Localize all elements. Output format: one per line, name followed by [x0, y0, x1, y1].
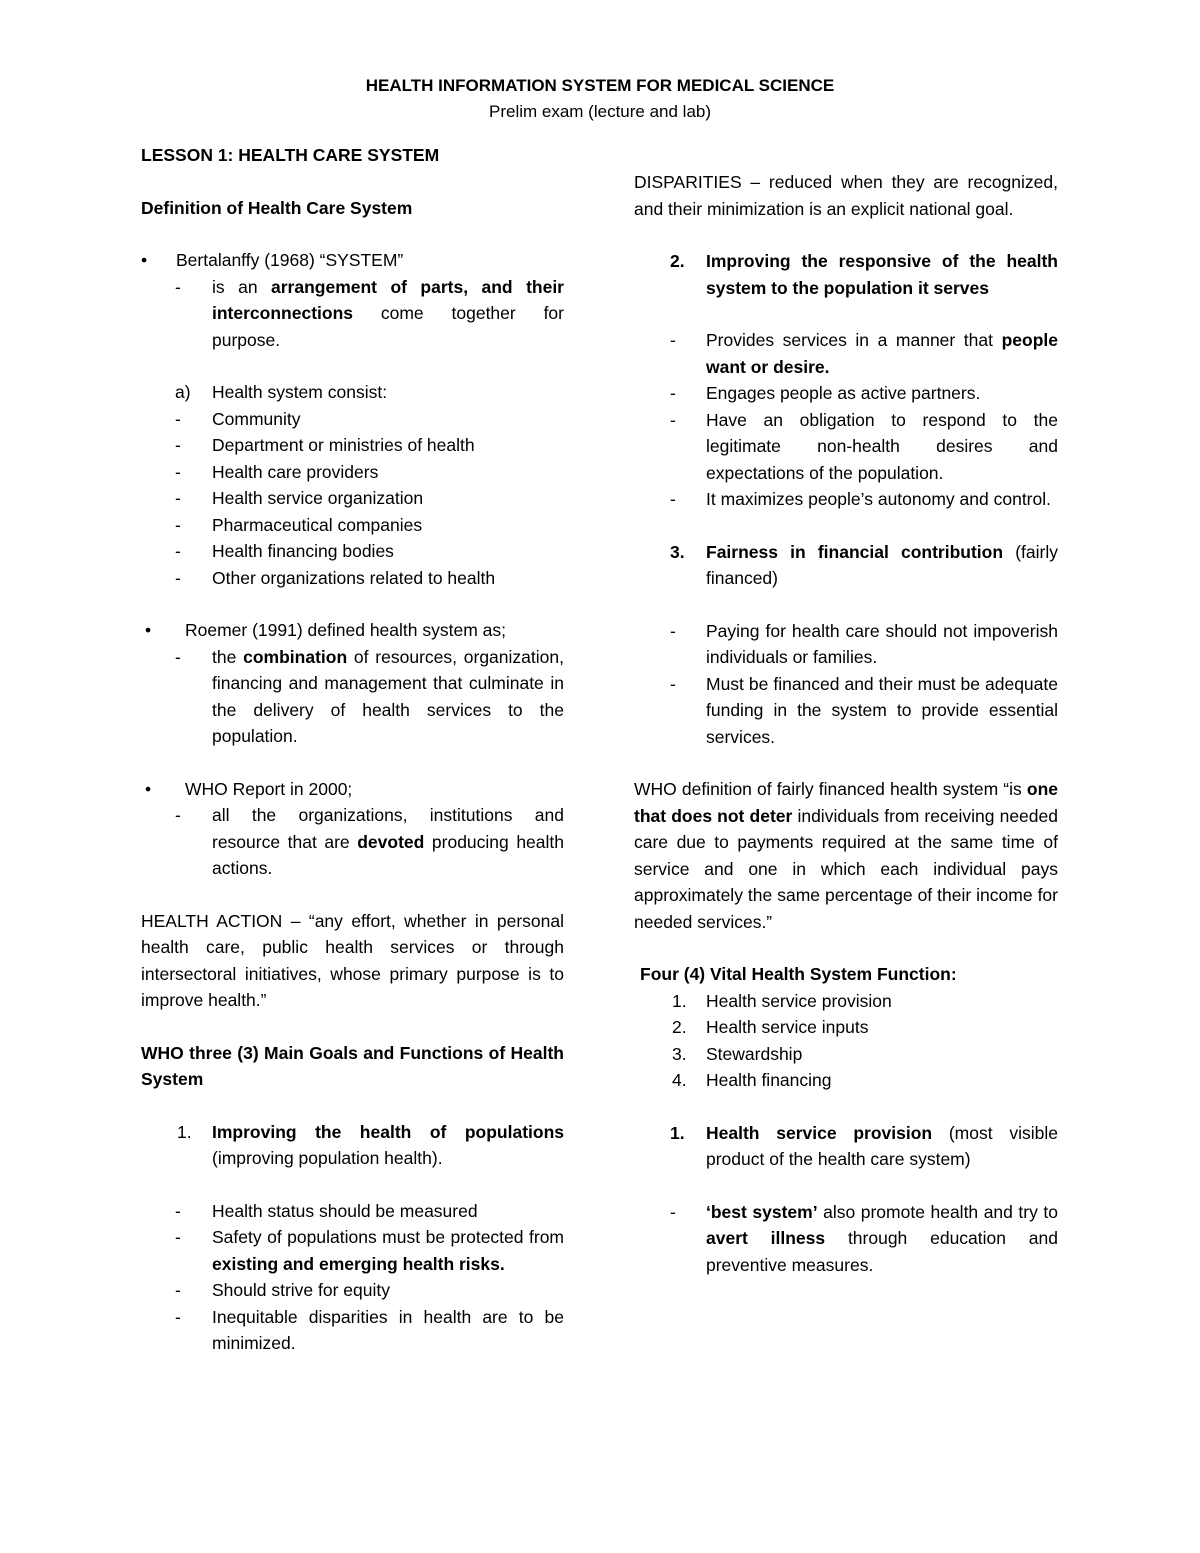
right-column [634, 169, 1058, 1278]
list-item: - Engages people as active partners. [670, 383, 981, 403]
list-item: 2. Health service inputs [672, 1017, 869, 1037]
list-item: - Provides services in a manner that people want or desire. [670, 330, 1058, 377]
list-item: - Pharmaceutical companies [175, 514, 423, 535]
list-item: 1. Health service provision [672, 990, 892, 1011]
dash-item-roemer-def: - the combination of resources, organization, financing and management that culminate in the delivery of health services to the population. [175, 646, 564, 746]
who-fair-financing-paragraph: WHO definition of fairly financed health system “is one that does not deter individuals from receiving needed care due to payments required at the same time of service and one in which each individual pays approximately the same percentage of their income for needed services.” [634, 779, 1058, 932]
bullet-icon: • [141, 250, 148, 270]
document-header [0, 73, 1200, 125]
dash-icon: - [175, 276, 181, 297]
list-item: - Safety of populations must be protected from existing and emerging health risks. [175, 1227, 564, 1274]
bullet-who-report: • WHO Report in 2000; [141, 776, 564, 803]
bullet-icon: • [145, 778, 152, 799]
consist-label-row: a) Health system consist: [175, 382, 388, 402]
disparities-paragraph: DISPARITIES – reduced when they are recognized, and their minimization is an explicit national goal. [634, 172, 1058, 219]
list-item: - Have an obligation to respond to the legitimate non-health desires and expectations of the population. [670, 409, 1058, 483]
dash-item-who-def: - all the organizations, institutions and resource that are devoted producing health actions. [175, 805, 564, 878]
list-item: - Must be financed and their must be adequate funding in the system to provide essential services. [670, 673, 1058, 747]
list-item: - It maximizes people’s autonomy and control. [670, 489, 1051, 509]
bullet-bertalanffy: • Bertalanffy (1968) “SYSTEM” [141, 247, 564, 274]
list-item: - Paying for health care should not impoverish individuals or families. [670, 620, 1058, 667]
list-item: - Should strive for equity [175, 1280, 391, 1300]
list-item: 4. Health financing [672, 1070, 832, 1090]
document-title: HEALTH INFORMATION SYSTEM FOR MEDICAL SCIENCE [365, 76, 835, 95]
goal-1: 1. Improving the health of populations (improving population health). [177, 1121, 564, 1168]
goal-3: 3. Fairness in financial contribution (fairly financed) [670, 541, 1058, 588]
dash-item-system-def: - is an arrangement of parts, and their interconnections come together for purpose. [141, 274, 564, 354]
function-1: 1. Health service provision (most visible product of the health care system) [670, 1122, 1058, 1169]
left-column [141, 142, 564, 1357]
list-item: - Health service organization [175, 488, 424, 508]
functions-heading: Four (4) Vital Health System Function: [640, 964, 957, 984]
definition-heading: Definition of Health Care System [141, 197, 413, 218]
bullet-icon: • [145, 620, 152, 640]
list-item: - Health care providers [175, 461, 379, 482]
list-item: - Other organizations related to health [175, 567, 496, 588]
goal-2: 2. Improving the responsive of the health system to the population it serves [670, 251, 1058, 298]
document-subtitle: Prelim exam (lecture and lab) [488, 102, 712, 121]
bullet-roemer: • Roemer (1991) defined health system as; [141, 617, 564, 644]
health-action-paragraph: HEALTH ACTION – “any effort, whether in personal health care, public health services or through intersectoral initiatives, whose primary purpose is to improve health.” [141, 910, 564, 1010]
list-item: - Health status should be measured [175, 1200, 478, 1221]
list-item: - Department or ministries of health [175, 435, 475, 455]
list-item: - ‘best system’ also promote health and try to avert illness through education and preventive measures. [670, 1201, 1058, 1275]
list-item: 3. Stewardship [672, 1043, 803, 1064]
list-item: - Community [175, 408, 301, 429]
goals-heading: WHO three (3) Main Goals and Functions of Health System [141, 1042, 564, 1089]
list-item: - Health financing bodies [175, 541, 394, 561]
lesson-heading: LESSON 1: HEALTH CARE SYSTEM [141, 145, 440, 165]
list-item: - Inequitable disparities in health are to be minimized. [175, 1306, 564, 1353]
